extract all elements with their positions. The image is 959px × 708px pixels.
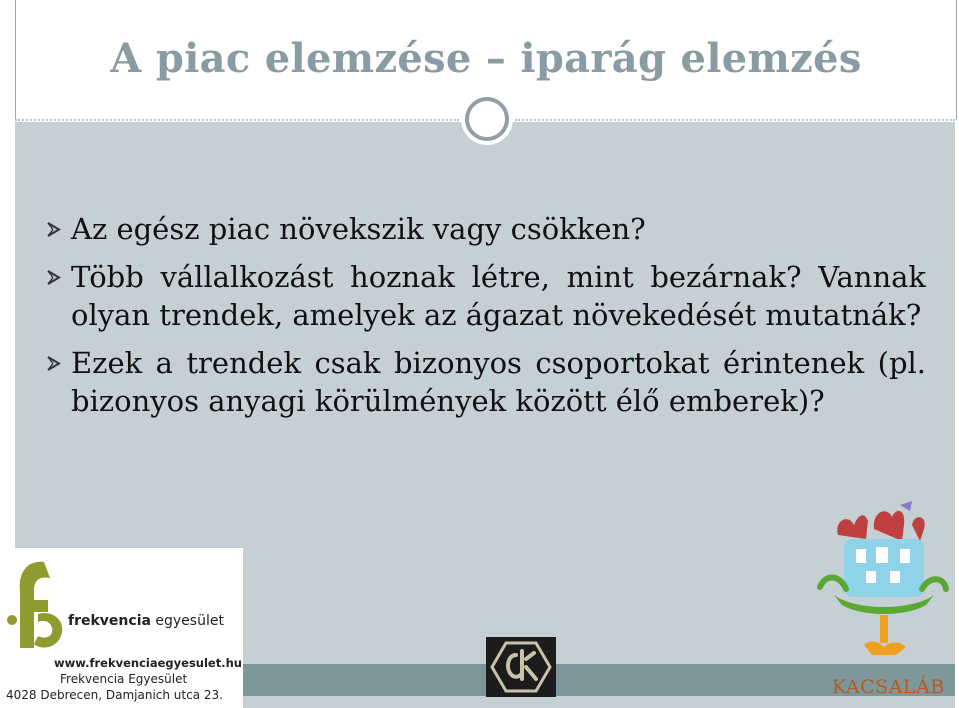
bullet-item bbox=[46, 258, 926, 334]
address-text: 4028 Debrecen, Damjanich utca 23. bbox=[6, 688, 223, 702]
header-divider-right bbox=[515, 119, 955, 121]
circle-ornament-icon bbox=[461, 93, 513, 145]
arrow-bullet-icon bbox=[46, 222, 61, 237]
frekvencia-logo-icon bbox=[4, 556, 66, 656]
header-divider-left bbox=[15, 119, 459, 121]
bullet-text: Az egész piac növekszik vagy csökken? bbox=[71, 212, 646, 246]
bullet-text: Több vállalkozást hoznak létre, mint bezárnak? bbox=[71, 260, 802, 294]
bullet-text: élő emberek)? bbox=[615, 384, 825, 418]
kacsalab-castle-icon bbox=[816, 495, 950, 675]
ornament-ring bbox=[465, 97, 509, 141]
arrow-bullet-icon bbox=[46, 270, 61, 285]
bullet-text: Ezek a trendek csak bizonyos csoportokat bbox=[71, 346, 710, 380]
slide-title: A piac elemzése – iparág elemzés bbox=[110, 35, 862, 82]
website-text: www.frekvenciaegyesulet.hu bbox=[54, 656, 242, 670]
bullet-text: érintenek (pl. bizonyos anyagi körülmények között bbox=[71, 346, 927, 418]
bullet-list bbox=[46, 210, 926, 420]
logo-name-bold: frekvencia bbox=[68, 613, 151, 629]
arrow-bullet-icon bbox=[46, 356, 61, 371]
bullet-spacer bbox=[46, 248, 926, 258]
logo-name-rest: egyesület bbox=[155, 613, 224, 629]
bullet-item bbox=[46, 344, 926, 420]
bullet-text: Vannak olyan trendek, amelyek az ágazat bbox=[71, 260, 926, 332]
dk-logo-icon bbox=[486, 637, 556, 697]
bullet-text: növekedését mutatnák? bbox=[572, 298, 922, 332]
bullet-spacer bbox=[46, 334, 926, 344]
partner-name-text: KACSALÁB bbox=[832, 676, 945, 698]
bullet-item bbox=[46, 210, 926, 248]
frekvencia-logo-text bbox=[68, 613, 224, 629]
org-name-text: Frekvencia Egyesület bbox=[60, 672, 188, 686]
